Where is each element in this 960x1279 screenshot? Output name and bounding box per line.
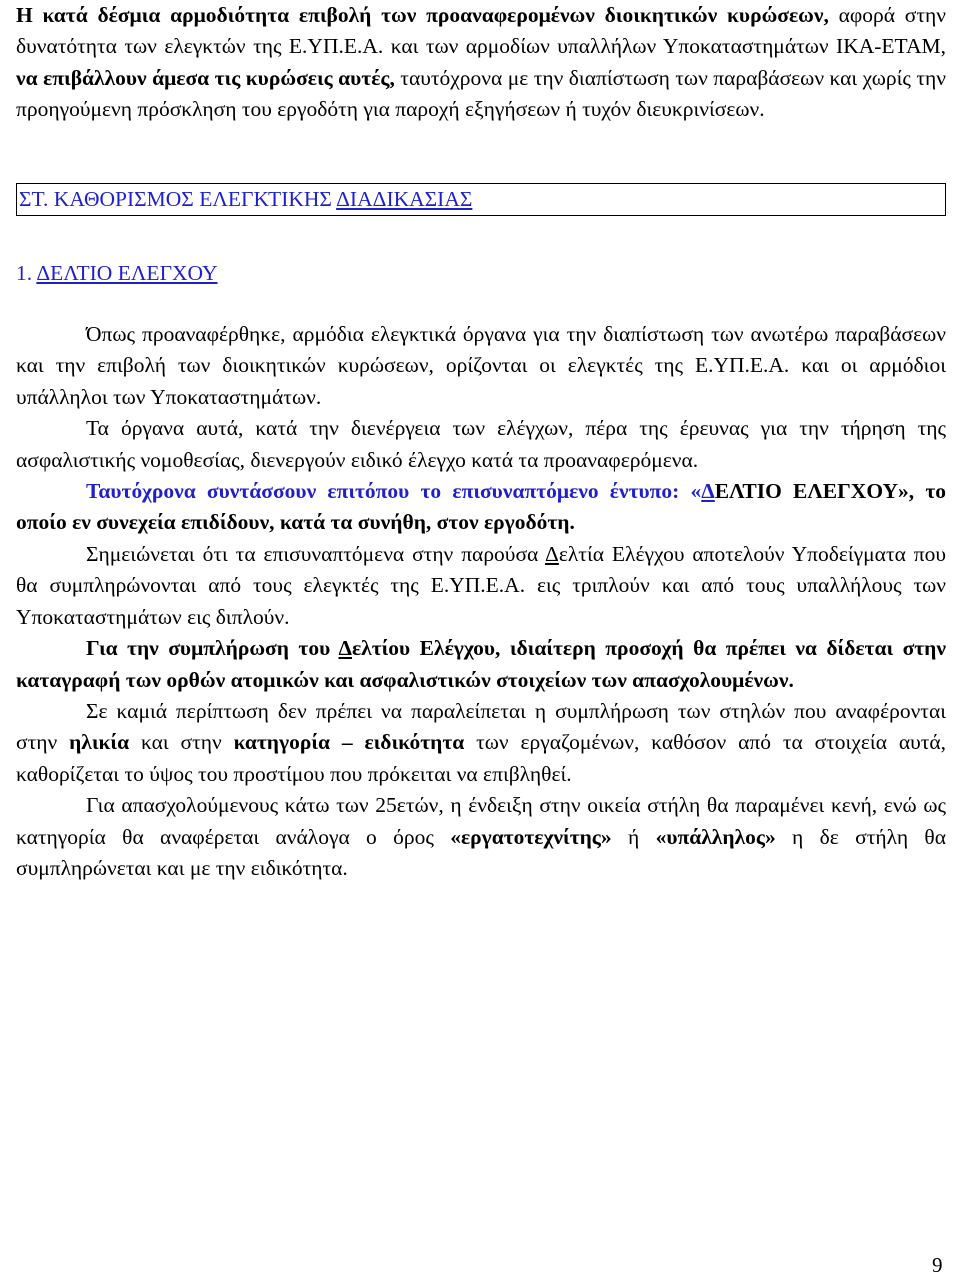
sub-heading-number: 1.: [16, 260, 37, 285]
paragraph-4-before: Σημειώνεται ότι τα επισυναπτόμενα στην παρούσα: [86, 541, 546, 566]
paragraph-5-after: ελτίου Ελέγχου, ιδιαίτερη προσοχή θα πρέπει να δίδεται στην καταγραφή των ορθών ατομικών και ασφαλιστικών στοιχείων των απασχολουμένων.: [16, 636, 946, 692]
paragraph-7: [16, 790, 946, 884]
intro-text-4: ταυτόχρονα με την διαπίστωση των παραβάσεων και χωρίς την προηγούμενη πρόσκληση του εργοδότη για παροχή εξηγήσεων ή τυχόν διευκρινίσεων.: [16, 65, 946, 122]
paragraph-3-before: Ταυτόχρονα συντάσσουν επιτόπου το επισυναπτόμενο έντυπο: «: [86, 479, 702, 504]
sub-heading: [16, 258, 946, 289]
paragraph-5-before: Για την συμπλήρωση του: [86, 636, 339, 661]
section-heading-prefix: ΣΤ. ΚΑΘΟΡΙΣΜΟΣ ΕΛΕΓΚΤΙΚΗΣ: [19, 186, 337, 211]
paragraph-3-underlined: Δ: [701, 479, 715, 504]
paragraph-4-after: ελτία Ελέγχου αποτελούν Υποδείγματα που θα συμπληρώνονται από τους ελεγκτές της Ε.ΥΠ.Ε.Α. εις τριπλούν και από τους υπαλλήλους των Υποκαταστημάτων εις διπλούν.: [16, 541, 947, 629]
paragraph-4-underlined: Δ: [545, 541, 559, 566]
intro-bold-3: να επιβάλλουν άμεσα τις κυρώσεις αυτές,: [16, 65, 395, 90]
section-heading: [16, 183, 946, 216]
paragraph-2: Τα όργανα αυτά, κατά την διενέργεια των ελέγχων, πέρα της έρευνας για την τήρηση της ασφαλιστικής νομοθεσίας, διενεργούν ειδικό έλεγχο κατά τα προαναφερόμενα.: [16, 416, 946, 472]
section-heading-underlined: ΔΙΑΔΙΚΑΣΙΑΣ: [336, 186, 473, 211]
paragraph-7-bold-1: «εργατοτεχνίτης»: [450, 824, 612, 849]
paragraph-4: [16, 539, 946, 633]
paragraph-7-text-1: Για απασχολούμενους κάτω των 25ετών, η ένδειξη στην οικεία στήλη θα παραμένει κενή, ενώ ως κατηγορία θα αναφέρεται ανάλογα ο όρος: [16, 793, 946, 849]
paragraph-6-text-2: και στην: [129, 730, 234, 755]
paragraph-1: Όπως προαναφέρθηκε, αρμόδια ελεγκτικά όργανα για την διαπίστωση των ανωτέρω παραβάσεων και την επιβολή των διοικητικών κυρώσεων, ορίζονται οι ελεγκτές της Ε.ΥΠ.Ε.Α. και οι αρμόδιοι υπάλληλοι των Υποκαταστημάτων.: [16, 322, 946, 409]
paragraph-6-text-3: των εργαζομένων, καθόσον από τα στοιχεία αυτά, καθορίζεται το ύψος του προστίμου που πρόκειται να επιβληθεί.: [16, 730, 947, 786]
document-page: [16, 0, 946, 884]
paragraph-7-text-3: η δε στήλη θα συμπληρώνεται και με την ειδικότητα.: [16, 824, 946, 880]
paragraph-3-after: ΕΛΤΙΟ ΕΛΕΓΧΟΥ», το οποίο εν συνεχεία επιδίδουν, κατά τα συνήθη, στον εργοδότη.: [16, 479, 946, 535]
paragraph-6: [16, 696, 946, 790]
intro-text-2: αφορά στην δυνατότητα των ελεγκτών της Ε.ΥΠ.Ε.Α. και των αρμοδίων υπαλλήλων Υποκαταστημάτων ΙΚΑ-ΕΤΑΜ,: [16, 3, 946, 59]
paragraph-7-text-2: ή: [611, 824, 656, 849]
sub-heading-title: ΔΕΛΤΙΟ ΕΛΕΓΧΟΥ: [36, 260, 218, 285]
page-number: 9: [932, 1253, 943, 1277]
paragraph-5: [16, 633, 946, 696]
paragraph-5-underlined: Δ: [338, 636, 352, 661]
paragraph-6-text-1: Σε καμιά περίπτωση δεν πρέπει να παραλείπεται η συμπλήρωση των στηλών που αναφέρονται στην: [16, 698, 946, 755]
paragraph-3: [16, 476, 946, 539]
intro-bold-1: Η κατά δέσμια αρμοδιότητα επιβολή των προαναφερομένων διοικητικών κυρώσεων,: [16, 3, 829, 27]
paragraph-6-bold-2: κατηγορία – ειδικότητα: [233, 730, 465, 755]
intro-paragraph: [16, 0, 946, 126]
paragraph-7-bold-2: «υπάλληλος»: [655, 824, 776, 849]
paragraph-6-bold-1: ηλικία: [69, 730, 130, 755]
